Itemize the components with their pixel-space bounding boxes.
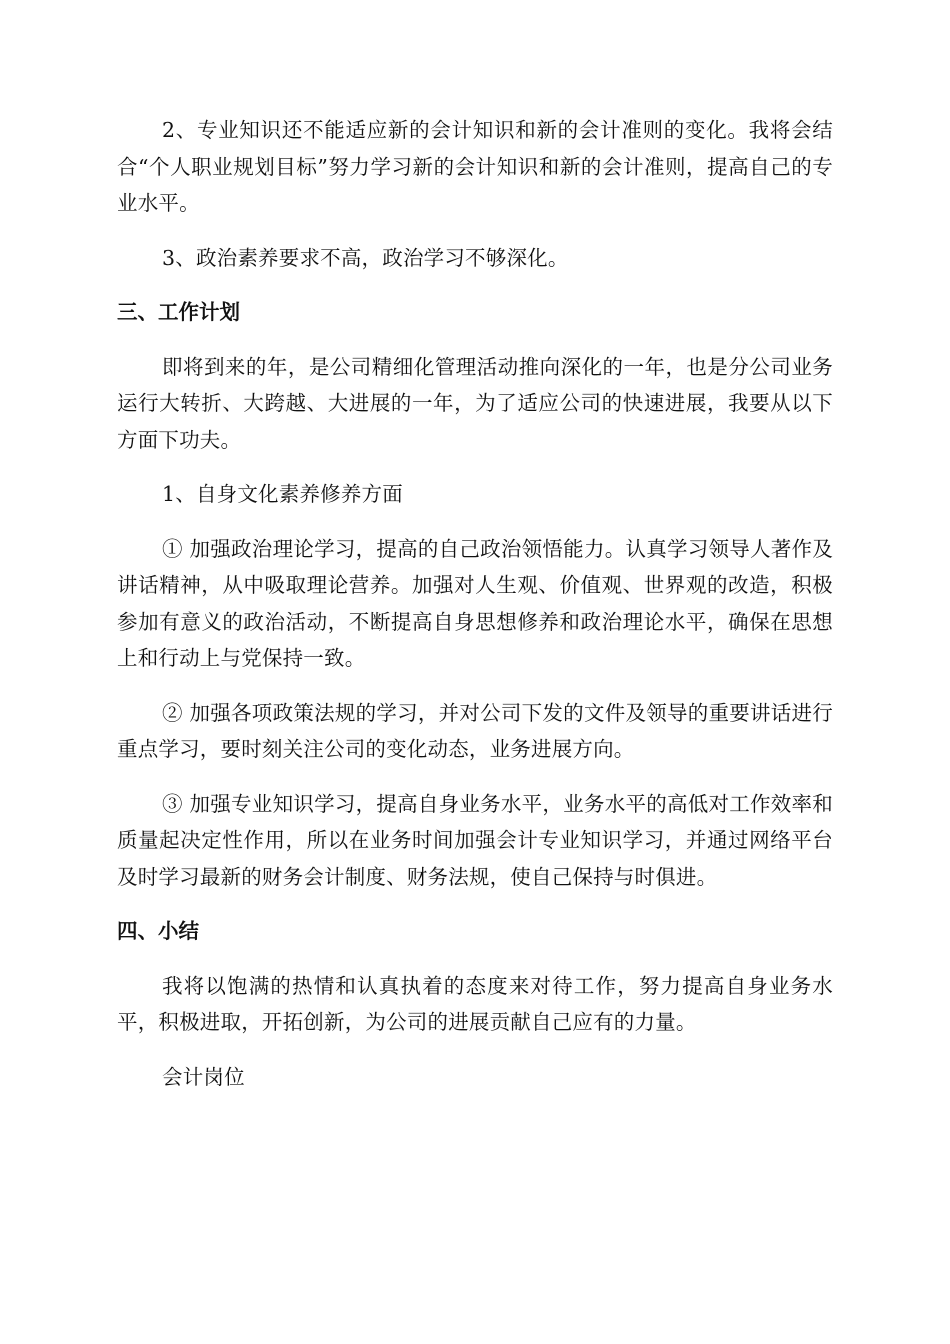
- heading-summary: 四、小结: [117, 919, 199, 943]
- paragraph-signature: 会计岗位: [162, 1064, 245, 1089]
- paragraph-self-cultivation: 1、自身文化素养修养方面: [162, 482, 403, 506]
- paragraph-political-literacy: 3、政治素养要求不高，政治学习不够深化。: [162, 245, 569, 270]
- heading-work-plan: 三、工作计划: [117, 300, 240, 324]
- paragraph-item-3: ③ 加强专业知识学习，提高自身业务水平，业务水平的高低对工作效率和质量起决定性作用，所以在业务时间加强会计专业知识学习，并通过网络平台及时学习最新的财务会计制度、财务法规，使自己保持与时俱进。: [117, 791, 833, 889]
- paragraph-item-2: ② 加强各项政策法规的学习，并对公司下发的文件及领导的重要讲话进行重点学习，要时刻关注公司的变化动态，业务进展方向。: [117, 700, 833, 761]
- paragraph-professional-knowledge: 2、专业知识还不能适应新的会计知识和新的会计准则的变化。我将会结合“个人职业规划目标”努力学习新的会计知识和新的会计准则，提高自己的专业水平。: [117, 118, 833, 215]
- paragraph-summary: 我将以饱满的热情和认真执着的态度来对待工作，努力提高自身业务水平，积极进取，开拓创新，为公司的进展贡献自己应有的力量。: [117, 973, 833, 1034]
- document-page: [117, 112, 833, 1113]
- paragraph-item-1: ① 加强政治理论学习，提高的自己政治领悟能力。认真学习领导人著作及讲话精神，从中吸取理论营养。加强对人生观、价值观、世界观的改造，积极参加有意义的政治活动，不断提高自身思想修养和政治理论水平，确保在思想上和行动上与党保持一致。: [117, 536, 833, 670]
- paragraph-work-plan-intro: 即将到来的年，是公司精细化管理活动推向深化的一年，也是分公司业务运行大转折、大跨越、大进展的一年，为了适应公司的快速进展，我要从以下方面下功夫。: [117, 354, 833, 452]
